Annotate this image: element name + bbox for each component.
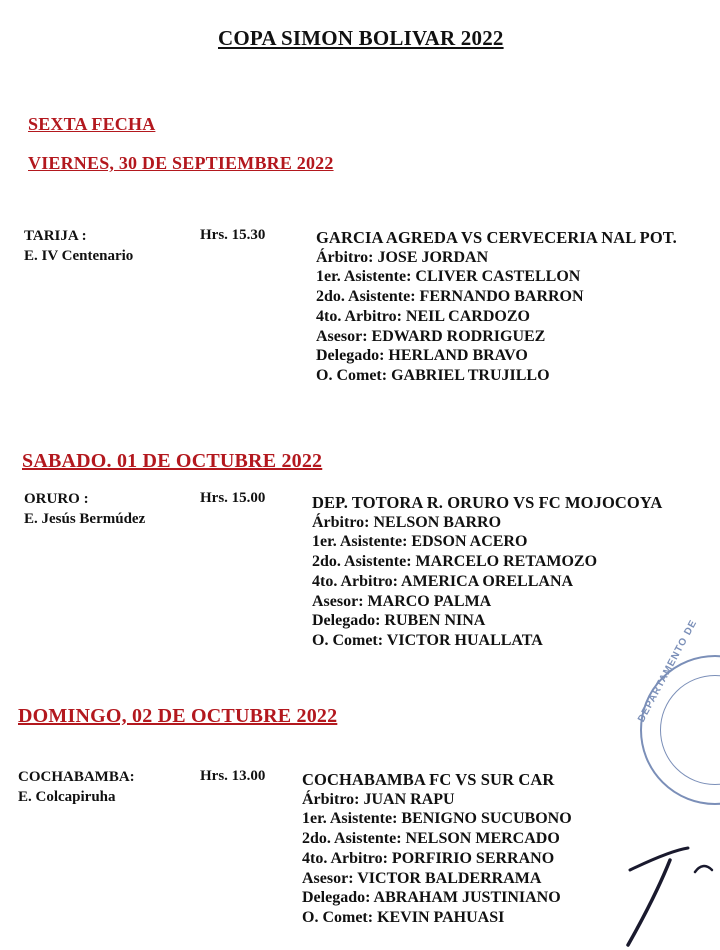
round-heading: SEXTA FECHA: [28, 114, 156, 134]
match-details: [316, 228, 677, 386]
venue-stadium: E. Colcapiruha: [18, 789, 116, 805]
official-line: 2do. Asistente: NELSON MERCADO: [302, 830, 560, 848]
official-line: 1er. Asistente: CLIVER CASTELLON: [316, 268, 581, 286]
official-line: O. Comet: VICTOR HUALLATA: [312, 631, 543, 649]
seal-text: DEPARTAMENTO DE: [636, 617, 700, 725]
official-line: 2do. Asistente: MARCELO RETAMOZO: [312, 553, 598, 571]
official-line: O. Comet: GABRIEL TRUJILLO: [316, 366, 550, 384]
official-line: Delegado: ABRAHAM JUSTINIANO: [302, 889, 561, 907]
official-line: 2do. Asistente: FERNANDO BARRON: [316, 288, 584, 306]
match-details: [302, 770, 572, 928]
official-seal-stamp: [636, 617, 720, 805]
match-teams: DEP. TOTORA R. ORURO VS FC MOJOCOYA: [312, 493, 663, 512]
official-line: 4to. Arbitro: PORFIRIO SERRANO: [302, 849, 555, 867]
official-line: Asesor: VICTOR BALDERRAMA: [302, 869, 542, 887]
official-line: Delegado: HERLAND BRAVO: [316, 347, 528, 365]
venue-city: COCHABAMBA:: [18, 769, 135, 785]
match-time: Hrs. 13.00: [200, 768, 266, 784]
match-time: Hrs. 15.30: [200, 227, 266, 243]
official-line: Árbitro: JUAN RAPU: [302, 790, 455, 808]
venue-info: [18, 767, 135, 807]
official-line: 4to. Arbitro: AMERICA ORELLANA: [312, 572, 574, 590]
venue-info: [24, 489, 145, 529]
match-teams: GARCIA AGREDA VS CERVECERIA NAL POT.: [316, 228, 677, 247]
match-time: Hrs. 15.00: [200, 490, 266, 506]
venue-info: [24, 226, 133, 266]
date-heading-sunday: DOMINGO, 02 DE OCTUBRE 2022: [18, 705, 338, 727]
date-heading-friday: VIERNES, 30 DE SEPTIEMBRE 2022: [28, 153, 334, 173]
venue-city: TARIJA :: [24, 228, 87, 244]
seal-inner-ring: [660, 675, 720, 785]
match-details: [312, 493, 662, 651]
official-line: Árbitro: JOSE JORDAN: [316, 248, 489, 266]
official-line: O. Comet: KEVIN PAHUASI: [302, 908, 505, 926]
official-line: Delegado: RUBEN NINA: [312, 612, 486, 630]
venue-city: ORURO :: [24, 491, 89, 507]
venue-stadium: E. Jesús Bermúdez: [24, 511, 146, 527]
venue-stadium: E. IV Centenario: [24, 248, 134, 264]
document-title: COPA SIMON BOLIVAR 2022: [218, 26, 504, 50]
signature-mark: [600, 820, 720, 950]
official-line: 1er. Asistente: EDSON ACERO: [312, 533, 528, 551]
match-teams: COCHABAMBA FC VS SUR CAR: [302, 770, 555, 789]
official-line: 1er. Asistente: BENIGNO SUCUBONO: [302, 810, 572, 828]
official-line: 4to. Arbitro: NEIL CARDOZO: [316, 307, 530, 325]
official-line: Árbitro: NELSON BARRO: [312, 513, 502, 531]
official-line: Asesor: EDWARD RODRIGUEZ: [316, 327, 546, 345]
official-line: Asesor: MARCO PALMA: [312, 592, 492, 610]
date-heading-saturday: SABADO. 01 DE OCTUBRE 2022: [22, 450, 323, 472]
